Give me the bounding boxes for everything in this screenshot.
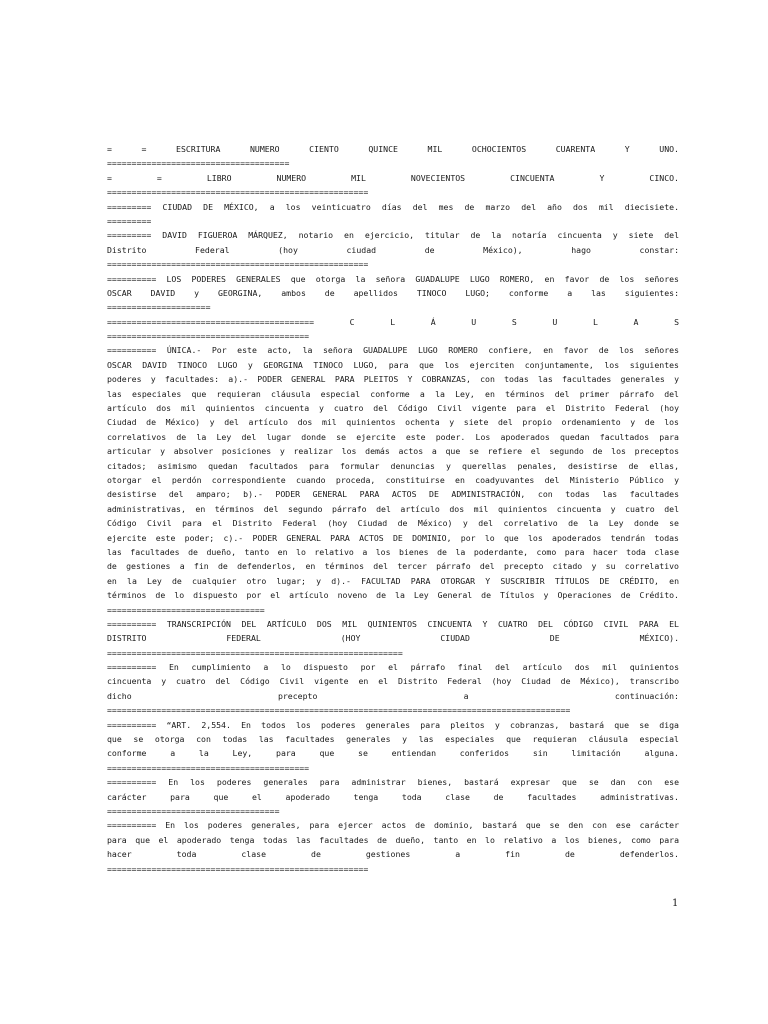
- document-line: = = ESCRITURA NUMERO CIENTO QUINCE MIL OCHOCIENTOS CUARENTA Y UNO.: [107, 144, 679, 154]
- document-line: ========== En los poderes generales, para ejercer actos de dominio, bastará que se den con ese carácter: [107, 820, 679, 831]
- document-line: =========: [107, 215, 152, 226]
- document-line: términos de lo dispuesto por el artículo noveno de la Ley General de Títulos y Operaciones de Crédito.: [107, 590, 679, 601]
- document-line: DISTRITO FEDERAL (HOY CIUDAD DE MÉXICO).: [107, 633, 679, 644]
- document-line: =========================================: [107, 331, 310, 342]
- document-line: artículo dos mil quinientos cincuenta y cuatro del Código Civil vigente para el Distrito Federal (hoy: [107, 403, 679, 414]
- document-line: en la Ley de cualquier otro lugar; y d).- FACULTAD PARA OTORGAR Y SUSCRIBIR TÍTULOS DE CRÉDITO, en: [107, 575, 679, 586]
- document-line: =====================: [107, 302, 211, 313]
- document-line: ========================================== C L Á U S U L A S: [107, 316, 679, 327]
- document-line: ========== TRANSCRIPCIÓN DEL ARTÍCULO DOS MIL QUINIENTOS CINCUENTA Y CUATRO DEL CÓDIGO CIVIL PARA EL: [107, 618, 679, 629]
- document-line: = = LIBRO NUMERO MIL NOVECIENTOS CINCUENTA Y CINCO.: [107, 172, 679, 183]
- document-line: Código Civil para el Distrito Federal (hoy Ciudad de México) y del correlativo de la Ley donde se: [107, 518, 679, 529]
- document-line: ========= CIUDAD DE MÉXICO, a los veinticuatro días del mes de marzo del año dos mil diecisiete.: [107, 201, 679, 212]
- document-line: Distrito Federal (hoy ciudad de México), hago constar:: [107, 244, 679, 255]
- document-line: ========== ÚNICA.- Por este acto, la señora GUADALUPE LUGO ROMERO confiere, en favor de los señores: [107, 345, 679, 356]
- document-line: poderes y facultades: a).- PODER GENERAL PARA PLEITOS Y COBRANZAS, con todas las facultades generales y: [107, 374, 679, 385]
- document-line: =====================================================: [107, 863, 369, 874]
- document-line: ========== En los poderes generales para administrar bienes, bastará expresar que se dan con ese: [107, 777, 679, 788]
- document-line: hacer toda clase de gestiones a fin de defenderlos.: [107, 849, 679, 860]
- document-line: ========== En cumplimiento a lo dispuesto por el párrafo final del artículo dos mil quinientos: [107, 662, 679, 673]
- document-line: que se otorga con todas las facultades generales y las especiales que requieran cláusula especial: [107, 734, 679, 745]
- document-line: articular y absolver posiciones y realizar los demás actos a que se refiere el segundo de los preceptos: [107, 446, 679, 457]
- document-line: las especiales que requieran cláusula especial conforme a la Ley, en términos del primer párrafo del: [107, 388, 679, 399]
- document-line: ==============================================================================================: [107, 705, 571, 716]
- document-line: ================================: [107, 604, 265, 615]
- document-line: Ciudad de México) y del artículo dos mil quinientos ochenta y siete del propio ordenamiento y de los: [107, 417, 679, 428]
- document-line: desistirse del amparo; b).- PODER GENERAL PARA ACTOS DE ADMINISTRACIÓN, con todas las facultades: [107, 489, 679, 500]
- document-line: =====================================================: [107, 187, 369, 198]
- document-line: ========== “ART. 2,554. En todos los poderes generales para pleitos y cobranzas, bastará que se diga: [107, 719, 679, 730]
- document-line: =====================================: [107, 158, 290, 169]
- document-line: correlativos de la Ley del lugar donde se ejercite este poder. Los apoderados quedan facultados para: [107, 431, 679, 442]
- document-line: para que el apoderado tenga todas las facultades de dueño, tanto en lo relativo a los bienes, como para: [107, 834, 679, 845]
- document-line: citados; asimismo quedan facultados para formular denuncias y querellas penales, desistirse de ellas,: [107, 460, 679, 471]
- document-line: ejercite este poder; c).- PODER GENERAL PARA ACTOS DE DOMINIO, por lo que los apoderados tendrán todas: [107, 532, 679, 543]
- document-line: dicho precepto a continuación:: [107, 690, 679, 701]
- document-line: de gestiones a fin de defenderlos, en términos del tercer párrafo del precepto citado y su correlativo: [107, 561, 679, 572]
- document-line: ============================================================: [107, 647, 403, 658]
- document-line: conforme a la Ley, para que se entiendan conferidos sin limitación alguna.: [107, 748, 679, 759]
- document-line: =====================================================: [107, 259, 369, 270]
- document-line: las facultades de dueño, tanto en lo relativo a los bienes de la poderdante, como para hacer toda clase: [107, 546, 679, 557]
- document-line: OSCAR DAVID TINOCO LUGO y GEORGINA TINOCO LUGO, para que los ejerciten conjuntamente, los siguientes: [107, 359, 679, 370]
- document-line: =========================================: [107, 762, 310, 773]
- page-number: 1: [672, 898, 679, 909]
- document-line: carácter para que el apoderado tenga toda clase de facultades administrativas.: [107, 791, 679, 802]
- document-line: otorgar el perdón correspondiente cuando proceda, constituirse en coadyuvantes del Ministerio Público y: [107, 474, 679, 485]
- document-line: administrativas, en términos del segundo párrafo del artículo dos mil quinientos cincuenta y cuatro del: [107, 503, 679, 514]
- document-line: OSCAR DAVID y GEORGINA, ambos de apellidos TINOCO LUGO; conforme a las siguientes:: [107, 287, 679, 298]
- document-line: ========== LOS PODERES GENERALES que otorga la señora GUADALUPE LUGO ROMERO, en favor de los señores: [107, 273, 679, 284]
- document-line: cincuenta y cuatro del Código Civil vigente en el Distrito Federal (hoy Ciudad de México), transcribo: [107, 676, 679, 687]
- document-line: ===================================: [107, 805, 280, 816]
- document-line: ========= DAVID FIGUEROA MÁRQUEZ, notario en ejercicio, titular de la notaría cincuenta y siete del: [107, 230, 679, 241]
- notarial-deed-text: [107, 142, 679, 876]
